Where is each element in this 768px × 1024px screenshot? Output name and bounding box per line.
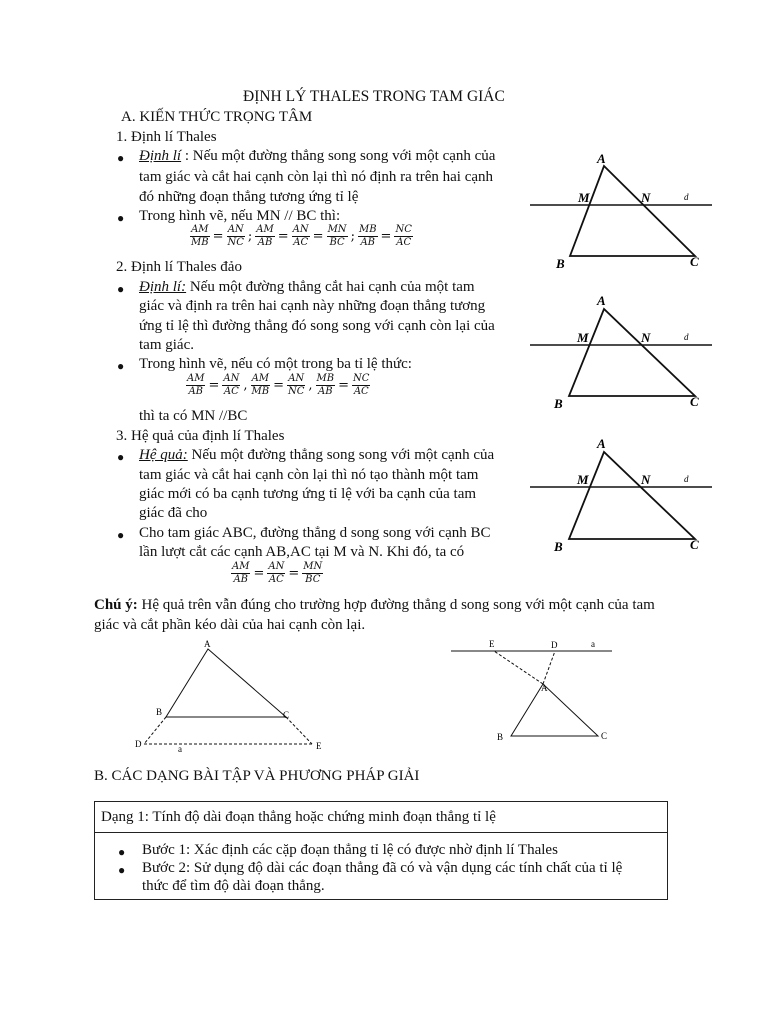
- note-label: Chú ý:: [94, 597, 138, 613]
- fraction: $\frac{AM}{AB}$: [256, 224, 274, 248]
- bullet-icon: ●: [117, 450, 125, 464]
- label-a: A: [597, 436, 606, 451]
- item3-corollary-line4: giác đã cho: [139, 505, 208, 521]
- item3-heading: 3. Hệ quả của định lí Thales: [116, 428, 285, 444]
- item2-definition-line2: giác và định ra trên hai cạnh này những đoạn thẳng tương: [139, 298, 486, 314]
- item2-definition-text: Nếu một đường thẳng cắt hai cạnh của một tam: [186, 279, 475, 295]
- method-box-title: Dạng 1: Tính độ dài đoạn thẳng hoặc chứng minh đoạn thẳng tỉ lệ: [101, 809, 496, 825]
- label-line-a: a: [178, 744, 182, 754]
- bullet-icon: ●: [117, 282, 125, 296]
- label-c: C: [690, 537, 699, 552]
- fraction: $\frac{AN}{AC}$: [268, 561, 285, 585]
- section-b-heading: B. CÁC DẠNG BÀI TẬP VÀ PHƯƠNG PHÁP GIẢI: [94, 768, 420, 784]
- fraction: $\frac{AN}{AC}$: [292, 224, 309, 248]
- label-d: d: [684, 332, 689, 342]
- note-line1: [94, 596, 655, 615]
- triangle-figure-1: [520, 148, 720, 278]
- fraction: $\frac{AN}{AC}$: [223, 373, 240, 397]
- label-b: B: [554, 539, 563, 554]
- label-b: B: [554, 396, 563, 411]
- label-b: B: [156, 707, 163, 717]
- label-m: M: [578, 190, 590, 205]
- label-b: B: [556, 256, 565, 271]
- item2-definition-line1: [139, 278, 475, 297]
- fraction: $\frac{AM}{AB}$: [187, 373, 205, 397]
- item2-definition-line3: ứng tỉ lệ thì đường thẳng đó song song với cạnh còn lại của: [139, 318, 495, 334]
- item1-definition-label: Định lí: [139, 148, 182, 164]
- item1-definition-line3: đó những đoạn thẳng tương ứng tỉ lệ: [139, 189, 359, 205]
- label-m: M: [577, 330, 589, 345]
- item2-definition-label: Định lí:: [139, 279, 187, 295]
- item1-definition-line1: [139, 147, 495, 166]
- label-e: E: [316, 741, 322, 751]
- label-c: C: [601, 731, 608, 741]
- fraction: $\frac{AM}{MB}$: [191, 224, 209, 248]
- label-n: N: [641, 330, 651, 345]
- triangle-figure-2: [520, 290, 720, 420]
- method-box-header: [94, 801, 668, 833]
- item1-definition-text: : Nếu một đường thẳng song song với một cạnh của: [181, 148, 496, 164]
- item3-corollary-text: Nếu một đường thẳng song song với một cạnh của: [187, 447, 495, 463]
- item1-figure-note: Trong hình vẽ, nếu MN // BC thì:: [139, 208, 341, 224]
- label-n: N: [641, 190, 651, 205]
- item1-definition-line2: tam giác và cắt hai cạnh còn lại thì nó định ra trên hai cạnh: [139, 169, 494, 185]
- item1-heading: 1. Định lí Thales: [116, 129, 217, 145]
- fraction: $\frac{AM}{MB}$: [251, 373, 270, 397]
- label-d: D: [135, 739, 142, 749]
- method-step1: Bước 1: Xác định các cặp đoạn thẳng tỉ lệ có được nhờ định lí Thales: [142, 842, 558, 858]
- item2-figure-note: Trong hình vẽ, nếu có một trong ba tỉ lệ thức:: [139, 356, 412, 372]
- label-a: A: [541, 683, 548, 693]
- item1-ratio-equation: $\frac{AM}{MB}$ = $\frac{AN}{NC}$ ; $\frac{AM}{AB}$ = $\frac{AN}{AC}$ = $\frac{MN}{BC}$ ; $\frac{MB}{AB}$ = $\frac{NC}{AC}$: [191, 224, 412, 248]
- item3-example-line2: lần lượt cắt các cạnh AB,AC tại M và N. Khi đó, ta có: [139, 544, 465, 560]
- method-step2-line1: Bước 2: Sử dụng độ dài các đoạn thẳng đã có và vận dụng các tính chất của tỉ lệ: [142, 860, 623, 876]
- fraction: $\frac{MN}{BC}$: [303, 561, 323, 585]
- fraction: $\frac{MB}{AB}$: [358, 224, 377, 248]
- label-c: C: [690, 394, 699, 409]
- label-m: M: [577, 472, 589, 487]
- bullet-icon: ●: [117, 359, 125, 373]
- item2-heading: 2. Định lí Thales đảo: [116, 259, 242, 275]
- section-a-heading: A. KIẾN THỨC TRỌNG TÂM: [121, 109, 313, 125]
- label-a: A: [597, 151, 606, 166]
- bullet-icon: ●: [117, 528, 125, 542]
- bullet-icon: ●: [118, 863, 126, 877]
- label-a: A: [204, 639, 211, 649]
- fraction: $\frac{AM}{AB}$: [232, 561, 250, 585]
- bullet-icon: ●: [117, 151, 125, 165]
- label-e: E: [489, 639, 495, 649]
- label-n: N: [641, 472, 651, 487]
- bullet-icon: ●: [117, 211, 125, 225]
- fraction: $\frac{MN}{BC}$: [327, 224, 347, 248]
- label-c: C: [690, 254, 699, 269]
- page-title: ĐỊNH LÝ THALES TRONG TAM GIÁC: [243, 88, 505, 105]
- item2-ratio-equation: $\frac{AM}{AB}$ = $\frac{AN}{AC}$ , $\frac{AM}{MB}$ = $\frac{AN}{NC}$ , $\frac{MB}{AB}$ = $\frac{NC}{AC}$: [187, 373, 370, 397]
- item3-example-line1: Cho tam giác ABC, đường thẳng d song song với cạnh BC: [139, 525, 491, 541]
- item3-ratio-equation: $\frac{AM}{AB}$ = $\frac{AN}{AC}$ = $\frac{MN}{BC}$: [232, 561, 323, 585]
- label-b: B: [497, 732, 504, 742]
- fraction: $\frac{MB}{AB}$: [316, 373, 335, 397]
- note-text: Hệ quả trên vẫn đúng cho trường hợp đường thẳng d song song với một cạnh của tam: [137, 597, 655, 613]
- fraction: $\frac{AN}{NC}$: [227, 224, 244, 248]
- label-d: D: [551, 640, 558, 650]
- triangle-figure-3: [520, 432, 720, 562]
- fraction: $\frac{AN}{NC}$: [288, 373, 305, 397]
- label-d: d: [684, 474, 689, 484]
- fraction: $\frac{NC}{AC}$: [395, 224, 412, 248]
- item2-definition-line4: tam giác.: [139, 337, 194, 353]
- note-figure-extended-sides-below: [130, 636, 340, 756]
- fraction: $\frac{NC}{AC}$: [353, 373, 370, 397]
- label-a: A: [597, 293, 606, 308]
- item3-corollary-line2: tam giác và cắt hai cạnh còn lại thì nó tạo thành một tam: [139, 467, 479, 483]
- label-d: d: [684, 192, 689, 202]
- method-step2-line2: thức để tìm độ dài đoạn thẳng.: [142, 878, 325, 894]
- note-line2: giác và cắt phần kéo dài của hai cạnh còn lại.: [94, 617, 366, 633]
- item2-conclusion: thì ta có MN //BC: [139, 408, 248, 424]
- method-box-steps: [94, 832, 668, 900]
- item3-corollary-line3: giác mới có ba cạnh tương ứng tỉ lệ với ba cạnh của tam: [139, 486, 477, 502]
- item3-corollary-label: Hệ quả:: [139, 447, 188, 463]
- note-figure-extended-sides-above: [445, 636, 625, 748]
- label-line-a: a: [591, 639, 595, 649]
- bullet-icon: ●: [118, 845, 126, 859]
- label-c: C: [283, 710, 290, 720]
- item3-corollary-line1: [139, 446, 494, 465]
